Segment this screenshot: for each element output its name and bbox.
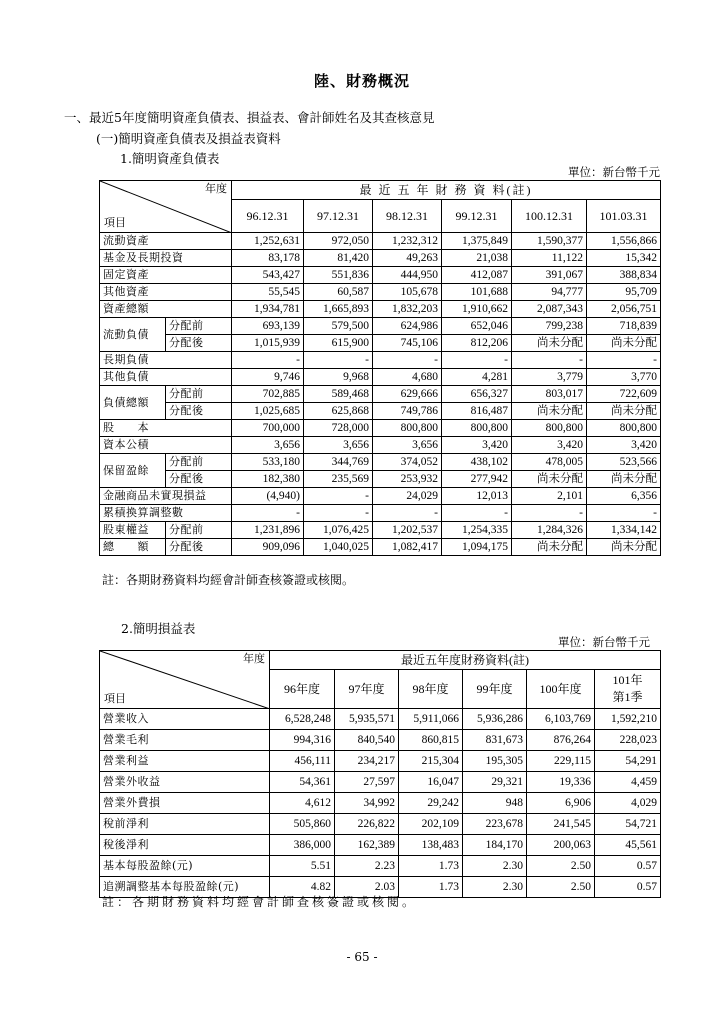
value-cell: 54,291 bbox=[595, 751, 661, 772]
value-cell: 尚未分配 bbox=[512, 539, 587, 556]
value-cell: 1,015,939 bbox=[232, 335, 304, 352]
table-row bbox=[100, 856, 661, 877]
value-cell: 1,934,781 bbox=[232, 301, 304, 318]
value-cell: 1,232,312 bbox=[373, 233, 442, 250]
row-label: 資本公積 bbox=[100, 437, 232, 454]
group-header: 最 近 五 年 財 務 資 料(註) bbox=[232, 181, 661, 200]
period-header: 99.12.31 bbox=[442, 200, 512, 233]
row-label: 資產總額 bbox=[100, 301, 232, 318]
value-cell: 722,609 bbox=[587, 386, 661, 403]
value-cell: 718,839 bbox=[587, 318, 661, 335]
value-cell: 800,800 bbox=[373, 420, 442, 437]
value-cell: 16,047 bbox=[399, 772, 463, 793]
value-cell: 226,822 bbox=[335, 814, 399, 835]
value-cell: 尚未分配 bbox=[512, 403, 587, 420]
row-label: 追溯調整基本每股盈餘(元) bbox=[100, 877, 270, 898]
row-label: 營業利益 bbox=[100, 751, 270, 772]
value-cell: 34,992 bbox=[335, 793, 399, 814]
value-cell: 444,950 bbox=[373, 267, 442, 284]
value-cell: - bbox=[373, 505, 442, 522]
value-cell: 182,380 bbox=[232, 471, 304, 488]
table-row bbox=[100, 772, 661, 793]
value-cell: 1,202,537 bbox=[373, 522, 442, 539]
income-statement-table bbox=[99, 650, 661, 898]
value-cell: 138,483 bbox=[399, 835, 463, 856]
value-cell: 162,389 bbox=[335, 835, 399, 856]
table-row bbox=[100, 471, 661, 488]
value-cell: - bbox=[232, 352, 304, 369]
row-label: 流動負債 bbox=[100, 318, 166, 352]
value-cell: 83,178 bbox=[232, 250, 304, 267]
value-cell: 1,040,025 bbox=[304, 539, 373, 556]
value-cell: 60,587 bbox=[304, 284, 373, 301]
value-cell: 1,076,425 bbox=[304, 522, 373, 539]
value-cell: 1,832,203 bbox=[373, 301, 442, 318]
value-cell: 0.57 bbox=[595, 856, 661, 877]
value-cell: 6,103,769 bbox=[527, 709, 595, 730]
value-cell: 9,968 bbox=[304, 369, 373, 386]
value-cell: 652,046 bbox=[442, 318, 512, 335]
year-label: 年度 bbox=[205, 182, 227, 195]
value-cell: 745,106 bbox=[373, 335, 442, 352]
value-cell: - bbox=[442, 352, 512, 369]
page-number: - 65 - bbox=[346, 950, 378, 964]
subsection-heading: (一)簡明資產負債表及損益表資料 bbox=[96, 131, 281, 146]
value-cell: 3,420 bbox=[512, 437, 587, 454]
value-cell: 尚未分配 bbox=[587, 471, 661, 488]
value-cell: 95,709 bbox=[587, 284, 661, 301]
period-header-last bbox=[595, 670, 661, 709]
value-cell: 54,721 bbox=[595, 814, 661, 835]
balance-sheet-heading: 1.簡明資產負債表 bbox=[120, 151, 220, 166]
row-label: 營業外費損 bbox=[100, 793, 270, 814]
table-row bbox=[100, 709, 661, 730]
value-cell: 386,000 bbox=[270, 835, 335, 856]
value-cell: 54,361 bbox=[270, 772, 335, 793]
value-cell: 1,094,175 bbox=[442, 539, 512, 556]
value-cell: 尚未分配 bbox=[587, 335, 661, 352]
value-cell: 625,868 bbox=[304, 403, 373, 420]
value-cell: 456,111 bbox=[270, 751, 335, 772]
period-header: 97.12.31 bbox=[304, 200, 373, 233]
value-cell: 24,029 bbox=[373, 488, 442, 505]
table-row bbox=[100, 250, 661, 267]
row-label: 股東權益 bbox=[100, 522, 166, 539]
value-cell: 94,777 bbox=[512, 284, 587, 301]
value-cell: 尚未分配 bbox=[512, 471, 587, 488]
value-cell: 702,885 bbox=[232, 386, 304, 403]
value-cell: 27,597 bbox=[335, 772, 399, 793]
table-row bbox=[100, 301, 661, 318]
value-cell: 1,910,662 bbox=[442, 301, 512, 318]
page-title: 陸、財務概況 bbox=[313, 72, 410, 90]
value-cell: 6,528,248 bbox=[270, 709, 335, 730]
value-cell: 3,779 bbox=[512, 369, 587, 386]
value-cell: 533,180 bbox=[232, 454, 304, 471]
period-header: 96年度 bbox=[270, 670, 335, 709]
value-cell: 1,590,377 bbox=[512, 233, 587, 250]
value-cell: - bbox=[304, 488, 373, 505]
value-cell: 948 bbox=[463, 793, 527, 814]
value-cell: 438,102 bbox=[442, 454, 512, 471]
value-cell: 478,005 bbox=[512, 454, 587, 471]
value-cell: 200,063 bbox=[527, 835, 595, 856]
value-cell: 235,569 bbox=[304, 471, 373, 488]
row-sublabel: 分配前 bbox=[166, 386, 232, 403]
value-cell: 3,420 bbox=[587, 437, 661, 454]
value-cell: 1.73 bbox=[399, 877, 463, 898]
value-cell: 45,561 bbox=[595, 835, 661, 856]
value-cell: 994,316 bbox=[270, 730, 335, 751]
table-row bbox=[100, 814, 661, 835]
value-cell: 800,800 bbox=[512, 420, 587, 437]
row-label: 基金及長期投資 bbox=[100, 250, 232, 267]
value-cell: - bbox=[373, 352, 442, 369]
value-cell: 105,678 bbox=[373, 284, 442, 301]
row-label: 稅前淨利 bbox=[100, 814, 270, 835]
value-cell: 9,746 bbox=[232, 369, 304, 386]
value-cell: 2.30 bbox=[463, 877, 527, 898]
row-label: 營業外收益 bbox=[100, 772, 270, 793]
value-cell: 1,284,326 bbox=[512, 522, 587, 539]
value-cell: 812,206 bbox=[442, 335, 512, 352]
value-cell: 101,688 bbox=[442, 284, 512, 301]
row-label: 稅後淨利 bbox=[100, 835, 270, 856]
row-label: 基本每股盈餘(元) bbox=[100, 856, 270, 877]
value-cell: 215,304 bbox=[399, 751, 463, 772]
value-cell: 391,067 bbox=[512, 267, 587, 284]
value-cell: 972,050 bbox=[304, 233, 373, 250]
table-row bbox=[100, 267, 661, 284]
period-line-1: 101年 bbox=[612, 673, 643, 687]
income-statement-note: 註：各期財務資料均經會計師查核簽證或核閱。 bbox=[102, 895, 418, 909]
period-line-2: 第1季 bbox=[612, 690, 643, 704]
value-cell: 11,122 bbox=[512, 250, 587, 267]
table-row bbox=[100, 539, 661, 556]
value-cell: 1,592,210 bbox=[595, 709, 661, 730]
value-cell: 860,815 bbox=[399, 730, 463, 751]
row-label: 營業毛利 bbox=[100, 730, 270, 751]
value-cell: 81,420 bbox=[304, 250, 373, 267]
value-cell: 1,252,631 bbox=[232, 233, 304, 250]
row-label: 營業收入 bbox=[100, 709, 270, 730]
period-header: 97年度 bbox=[335, 670, 399, 709]
value-cell: 15,342 bbox=[587, 250, 661, 267]
period-header: 101.03.31 bbox=[587, 200, 661, 233]
value-cell: 228,023 bbox=[595, 730, 661, 751]
value-cell: 624,986 bbox=[373, 318, 442, 335]
balance-sheet-unit: 單位：新台幣千元 bbox=[568, 165, 660, 179]
row-label: 總 額 bbox=[100, 539, 166, 556]
table-row bbox=[100, 403, 661, 420]
table-row bbox=[100, 835, 661, 856]
value-cell: - bbox=[232, 505, 304, 522]
balance-sheet-note: 註：各期財務資料均經會計師查核簽證或核閱。 bbox=[102, 573, 355, 587]
value-cell: 1,254,335 bbox=[442, 522, 512, 539]
value-cell: 2,087,343 bbox=[512, 301, 587, 318]
value-cell: 3,420 bbox=[442, 437, 512, 454]
value-cell: 184,170 bbox=[463, 835, 527, 856]
header-diagonal-cell bbox=[100, 181, 232, 233]
value-cell: - bbox=[587, 352, 661, 369]
value-cell: 12,013 bbox=[442, 488, 512, 505]
value-cell: 388,834 bbox=[587, 267, 661, 284]
value-cell: 543,427 bbox=[232, 267, 304, 284]
value-cell: 551,836 bbox=[304, 267, 373, 284]
value-cell: 2.03 bbox=[335, 877, 399, 898]
income-statement-unit: 單位：新台幣千元 bbox=[558, 635, 650, 649]
row-label: 其他資產 bbox=[100, 284, 232, 301]
value-cell: 831,673 bbox=[463, 730, 527, 751]
value-cell: 5.51 bbox=[270, 856, 335, 877]
value-cell: 55,545 bbox=[232, 284, 304, 301]
table-row bbox=[100, 386, 661, 403]
value-cell: - bbox=[512, 352, 587, 369]
value-cell: 589,468 bbox=[304, 386, 373, 403]
item-label: 項目 bbox=[104, 692, 126, 705]
row-sublabel: 分配前 bbox=[166, 522, 232, 539]
value-cell: 3,656 bbox=[304, 437, 373, 454]
value-cell: 229,115 bbox=[527, 751, 595, 772]
value-cell: 799,238 bbox=[512, 318, 587, 335]
row-label: 長期負債 bbox=[100, 352, 232, 369]
value-cell: 693,139 bbox=[232, 318, 304, 335]
value-cell: 800,800 bbox=[442, 420, 512, 437]
value-cell: 629,666 bbox=[373, 386, 442, 403]
row-sublabel: 分配後 bbox=[166, 403, 232, 420]
value-cell: 241,545 bbox=[527, 814, 595, 835]
value-cell: 1,665,893 bbox=[304, 301, 373, 318]
value-cell: - bbox=[512, 505, 587, 522]
table-row bbox=[100, 751, 661, 772]
value-cell: 1.73 bbox=[399, 856, 463, 877]
header-diagonal-cell bbox=[100, 651, 270, 709]
value-cell: 4,612 bbox=[270, 793, 335, 814]
value-cell: - bbox=[304, 505, 373, 522]
value-cell: 3,770 bbox=[587, 369, 661, 386]
value-cell: 909,096 bbox=[232, 539, 304, 556]
row-sublabel: 分配後 bbox=[166, 471, 232, 488]
value-cell: 3,656 bbox=[232, 437, 304, 454]
table-row bbox=[100, 454, 661, 471]
row-label: 保留盈餘 bbox=[100, 454, 166, 488]
value-cell: 803,017 bbox=[512, 386, 587, 403]
value-cell: 412,087 bbox=[442, 267, 512, 284]
value-cell: 1,231,896 bbox=[232, 522, 304, 539]
table-row bbox=[100, 352, 661, 369]
value-cell: 1,082,417 bbox=[373, 539, 442, 556]
value-cell: 656,327 bbox=[442, 386, 512, 403]
value-cell: 505,860 bbox=[270, 814, 335, 835]
value-cell: 3,656 bbox=[373, 437, 442, 454]
table-row bbox=[100, 318, 661, 335]
value-cell: 728,000 bbox=[304, 420, 373, 437]
value-cell: 700,000 bbox=[232, 420, 304, 437]
period-header: 100.12.31 bbox=[512, 200, 587, 233]
table-row bbox=[100, 793, 661, 814]
value-cell: 6,906 bbox=[527, 793, 595, 814]
period-header: 99年度 bbox=[463, 670, 527, 709]
value-cell: - bbox=[442, 505, 512, 522]
value-cell: 尚未分配 bbox=[512, 335, 587, 352]
value-cell: 29,242 bbox=[399, 793, 463, 814]
value-cell: 4.82 bbox=[270, 877, 335, 898]
value-cell: 2,101 bbox=[512, 488, 587, 505]
period-header: 96.12.31 bbox=[232, 200, 304, 233]
row-label: 累積換算調整數 bbox=[100, 505, 232, 522]
value-cell: 尚未分配 bbox=[587, 403, 661, 420]
value-cell: 840,540 bbox=[335, 730, 399, 751]
period-header: 100年度 bbox=[527, 670, 595, 709]
value-cell: 19,336 bbox=[527, 772, 595, 793]
value-cell: 49,263 bbox=[373, 250, 442, 267]
value-cell: 579,500 bbox=[304, 318, 373, 335]
value-cell: 尚未分配 bbox=[587, 539, 661, 556]
value-cell: 202,109 bbox=[399, 814, 463, 835]
value-cell: 195,305 bbox=[463, 751, 527, 772]
value-cell: 749,786 bbox=[373, 403, 442, 420]
row-sublabel: 分配前 bbox=[166, 318, 232, 335]
table-row bbox=[100, 522, 661, 539]
value-cell: - bbox=[587, 505, 661, 522]
year-label: 年度 bbox=[243, 652, 265, 665]
row-label: 金融商品未實現損益 bbox=[100, 488, 232, 505]
row-label: 股 本 bbox=[100, 420, 232, 437]
value-cell: 4,029 bbox=[595, 793, 661, 814]
value-cell: 523,566 bbox=[587, 454, 661, 471]
table-row bbox=[100, 369, 661, 386]
value-cell: 1,334,142 bbox=[587, 522, 661, 539]
value-cell: 253,932 bbox=[373, 471, 442, 488]
table-row bbox=[100, 730, 661, 751]
table-row bbox=[100, 335, 661, 352]
value-cell: 1,556,866 bbox=[587, 233, 661, 250]
value-cell: 374,052 bbox=[373, 454, 442, 471]
item-label: 項目 bbox=[104, 216, 126, 229]
section-heading: 一、最近5年度簡明資產負債表、損益表、會計師姓名及其查核意見 bbox=[64, 110, 435, 125]
value-cell: 223,678 bbox=[463, 814, 527, 835]
value-cell: 4,680 bbox=[373, 369, 442, 386]
value-cell: 2.50 bbox=[527, 877, 595, 898]
row-label: 固定資產 bbox=[100, 267, 232, 284]
value-cell: 1,025,685 bbox=[232, 403, 304, 420]
period-header: 98年度 bbox=[399, 670, 463, 709]
row-sublabel: 分配前 bbox=[166, 454, 232, 471]
table-row bbox=[100, 488, 661, 505]
value-cell: 4,281 bbox=[442, 369, 512, 386]
value-cell: 29,321 bbox=[463, 772, 527, 793]
table-row bbox=[100, 284, 661, 301]
balance-sheet-table bbox=[99, 180, 661, 556]
value-cell: 6,356 bbox=[587, 488, 661, 505]
value-cell: 816,487 bbox=[442, 403, 512, 420]
income-statement-heading: 2.簡明損益表 bbox=[121, 621, 196, 636]
value-cell: 800,800 bbox=[587, 420, 661, 437]
value-cell: 2,056,751 bbox=[587, 301, 661, 318]
value-cell: 277,942 bbox=[442, 471, 512, 488]
value-cell: 2.23 bbox=[335, 856, 399, 877]
group-header: 最近五年度財務資料(註) bbox=[270, 651, 661, 670]
row-label: 流動資產 bbox=[100, 233, 232, 250]
value-cell: (4,940) bbox=[232, 488, 304, 505]
value-cell: 4,459 bbox=[595, 772, 661, 793]
row-label: 負債總額 bbox=[100, 386, 166, 420]
value-cell: 2.30 bbox=[463, 856, 527, 877]
table-row bbox=[100, 233, 661, 250]
value-cell: 2.50 bbox=[527, 856, 595, 877]
period-header: 98.12.31 bbox=[373, 200, 442, 233]
row-sublabel: 分配後 bbox=[166, 335, 232, 352]
value-cell: 234,217 bbox=[335, 751, 399, 772]
value-cell: 21,038 bbox=[442, 250, 512, 267]
value-cell: 615,900 bbox=[304, 335, 373, 352]
value-cell: - bbox=[304, 352, 373, 369]
value-cell: 5,936,286 bbox=[463, 709, 527, 730]
value-cell: 1,375,849 bbox=[442, 233, 512, 250]
row-label: 其他負債 bbox=[100, 369, 232, 386]
value-cell: 0.57 bbox=[595, 877, 661, 898]
value-cell: 344,769 bbox=[304, 454, 373, 471]
value-cell: 5,911,066 bbox=[399, 709, 463, 730]
table-row bbox=[100, 505, 661, 522]
table-row bbox=[100, 437, 661, 454]
value-cell: 876,264 bbox=[527, 730, 595, 751]
table-row bbox=[100, 420, 661, 437]
row-sublabel: 分配後 bbox=[166, 539, 232, 556]
value-cell: 5,935,571 bbox=[335, 709, 399, 730]
